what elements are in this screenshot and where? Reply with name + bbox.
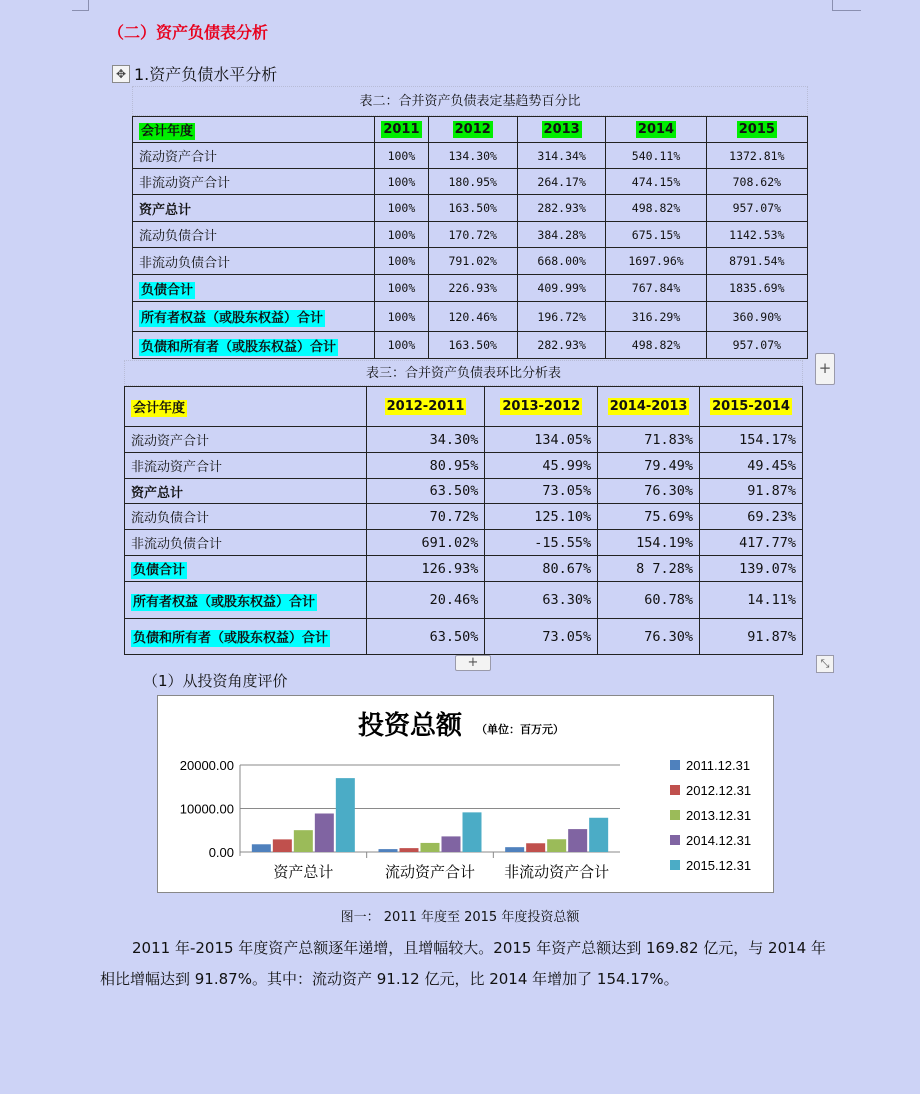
- table2-header-row: [133, 117, 808, 143]
- section-title: （二）资产负债表分析: [108, 23, 269, 42]
- legend-label: 2014.12.31: [686, 833, 752, 848]
- bar: [568, 829, 587, 852]
- cell-value: 100%: [375, 169, 428, 195]
- cell-value: 474.15%: [606, 169, 706, 195]
- y-tick-label: 10000.00: [179, 801, 234, 817]
- cell-value: 14.11%: [700, 582, 803, 619]
- cell-value: 100%: [375, 302, 428, 332]
- row-label: 资产总计: [125, 479, 367, 504]
- row-label: 非流动负债合计: [133, 248, 375, 275]
- table-row: [125, 453, 803, 479]
- cell-value: 8 7.28%: [598, 556, 700, 582]
- legend-label: 2013.12.31: [686, 808, 752, 823]
- chart-subtitle: （单位：百万元）: [476, 723, 564, 736]
- bar: [463, 812, 482, 852]
- legend-swatch: [670, 810, 680, 820]
- table3-header-period: 2014-2013: [598, 387, 700, 427]
- row-label: 所有者权益（或股东权益）合计: [133, 302, 375, 332]
- bar: [589, 818, 608, 852]
- table-row: [125, 582, 803, 619]
- cell-value: 100%: [375, 248, 428, 275]
- table3-header-period: 2013-2012: [485, 387, 598, 427]
- cell-value: 154.17%: [700, 427, 803, 453]
- cell-value: 384.28%: [517, 222, 605, 248]
- row-label: 所有者权益（或股东权益）合计: [125, 582, 367, 619]
- table-row: [133, 222, 808, 248]
- legend-swatch: [670, 785, 680, 795]
- x-category-label: 资产总计: [273, 863, 334, 881]
- cell-value: 63.30%: [485, 582, 598, 619]
- table-resize-icon[interactable]: ⤡: [816, 655, 834, 673]
- legend-label: 2015.12.31: [686, 858, 752, 873]
- table3-header-period: 2012-2011: [366, 387, 485, 427]
- cell-value: 63.50%: [366, 619, 485, 655]
- cell-value: 282.93%: [517, 195, 605, 222]
- row-label: 流动资产合计: [125, 427, 367, 453]
- evaluation-heading: （1）从投资角度评价: [143, 672, 288, 690]
- add-column-plus-icon[interactable]: +: [815, 353, 835, 385]
- table3-block: [124, 360, 803, 655]
- y-tick-label: 20000.00: [179, 758, 234, 773]
- cell-value: 708.62%: [706, 169, 807, 195]
- cell-value: 791.02%: [428, 248, 517, 275]
- cell-value: 139.07%: [700, 556, 803, 582]
- cell-value: 1835.69%: [706, 275, 807, 302]
- table3-header-label: 会计年度: [125, 387, 367, 427]
- cell-value: 170.72%: [428, 222, 517, 248]
- add-row-plus-icon[interactable]: +: [455, 655, 491, 671]
- table-row: [125, 504, 803, 530]
- row-label: 流动资产合计: [133, 143, 375, 169]
- table-row: [133, 143, 808, 169]
- cell-value: 264.17%: [517, 169, 605, 195]
- cell-value: 498.82%: [606, 332, 706, 359]
- cell-value: 226.93%: [428, 275, 517, 302]
- table-row: [125, 530, 803, 556]
- cell-value: 76.30%: [598, 479, 700, 504]
- table2: [132, 116, 808, 359]
- row-label: 负债合计: [133, 275, 375, 302]
- investment-chart[interactable]: [157, 695, 774, 893]
- table-row: [125, 556, 803, 582]
- cell-value: 417.77%: [700, 530, 803, 556]
- cell-value: 1372.81%: [706, 143, 807, 169]
- legend-swatch: [670, 835, 680, 845]
- cell-value: 100%: [375, 195, 428, 222]
- cell-value: 8791.54%: [706, 248, 807, 275]
- figure-caption: 图一： 2011 年度至 2015 年度投资总额: [340, 910, 580, 925]
- legend-label: 2011.12.31: [686, 758, 751, 773]
- cell-value: 80.67%: [485, 556, 598, 582]
- bar: [379, 849, 398, 852]
- cell-value: 125.10%: [485, 504, 598, 530]
- cell-value: 73.05%: [485, 479, 598, 504]
- bar: [252, 844, 271, 852]
- table-row: [125, 427, 803, 453]
- bar: [400, 848, 419, 852]
- cell-value: 675.15%: [606, 222, 706, 248]
- cell-value: 100%: [375, 222, 428, 248]
- cell-value: 163.50%: [428, 195, 517, 222]
- bar: [336, 778, 355, 852]
- table3-header-period: 2015-2014: [700, 387, 803, 427]
- cell-value: 75.69%: [598, 504, 700, 530]
- cell-value: 409.99%: [517, 275, 605, 302]
- cell-value: -15.55%: [485, 530, 598, 556]
- legend-swatch: [670, 760, 680, 770]
- table2-header-year: 2011: [375, 117, 428, 143]
- bar: [315, 813, 334, 852]
- row-label: 资产总计: [133, 195, 375, 222]
- cell-value: 540.11%: [606, 143, 706, 169]
- cell-value: 71.83%: [598, 427, 700, 453]
- bar: [505, 847, 524, 852]
- cell-value: 45.99%: [485, 453, 598, 479]
- cell-value: 120.46%: [428, 302, 517, 332]
- cell-value: 76.30%: [598, 619, 700, 655]
- cell-value: 49.45%: [700, 453, 803, 479]
- subsection-title: 1.资产负债水平分析: [134, 65, 278, 84]
- table-row: [133, 302, 808, 332]
- cell-value: 80.95%: [366, 453, 485, 479]
- cell-value: 100%: [375, 143, 428, 169]
- table2-header-year: 2013: [517, 117, 605, 143]
- table-row: [125, 479, 803, 504]
- bar: [547, 839, 566, 852]
- x-category-label: 非流动资产合计: [504, 863, 610, 881]
- cell-value: 60.78%: [598, 582, 700, 619]
- cell-value: 1142.53%: [706, 222, 807, 248]
- table2-header-label: 会计年度: [133, 117, 375, 143]
- cell-value: 154.19%: [598, 530, 700, 556]
- cell-value: 360.90%: [706, 302, 807, 332]
- table3-header-row: [125, 387, 803, 427]
- legend-swatch: [670, 860, 680, 870]
- chart-title: 投资总额: [358, 711, 463, 741]
- cell-value: 134.30%: [428, 143, 517, 169]
- row-label: 流动负债合计: [133, 222, 375, 248]
- cell-value: 70.72%: [366, 504, 485, 530]
- row-label: 负债合计: [125, 556, 367, 582]
- table-row: [125, 619, 803, 655]
- table-row: [133, 275, 808, 302]
- table-row: [133, 248, 808, 275]
- table-row: [133, 169, 808, 195]
- cell-value: 498.82%: [606, 195, 706, 222]
- cell-value: 63.50%: [366, 479, 485, 504]
- table-row: [133, 332, 808, 359]
- cell-value: 100%: [375, 332, 428, 359]
- row-label: 负债和所有者（或股东权益）合计: [133, 332, 375, 359]
- page-corner-mark-right: [832, 0, 861, 11]
- table-move-handle-icon[interactable]: ✥: [112, 65, 130, 83]
- cell-value: 134.05%: [485, 427, 598, 453]
- cell-value: 282.93%: [517, 332, 605, 359]
- table-row: [133, 195, 808, 222]
- cell-value: 126.93%: [366, 556, 485, 582]
- cell-value: 79.49%: [598, 453, 700, 479]
- row-label: 负债和所有者（或股东权益）合计: [125, 619, 367, 655]
- row-label: 非流动负债合计: [125, 530, 367, 556]
- x-category-label: 流动资产合计: [384, 863, 476, 881]
- analysis-paragraph: 2011 年-2015 年度资产总额逐年递增，且增幅较大。2015 年资产总额达到 169.82 亿元，与 2014 年相比增幅达到 91.87%。其中：流动资产 91.12 亿元，比 2014 年增加了 154.17%。: [100, 939, 826, 988]
- table2-block: [132, 86, 808, 359]
- cell-value: 668.00%: [517, 248, 605, 275]
- cell-value: 316.29%: [606, 302, 706, 332]
- cell-value: 196.72%: [517, 302, 605, 332]
- table3-caption: 表三：合并资产负债表环比分析表: [124, 360, 803, 386]
- cell-value: 691.02%: [366, 530, 485, 556]
- table2-caption: 表二：合并资产负债表定基趋势百分比: [132, 86, 808, 116]
- cell-value: 69.23%: [700, 504, 803, 530]
- bar: [526, 843, 545, 852]
- cell-value: 314.34%: [517, 143, 605, 169]
- bar: [421, 843, 440, 852]
- table3: [124, 386, 803, 655]
- cell-value: 957.07%: [706, 332, 807, 359]
- bar: [442, 836, 461, 852]
- cell-value: 957.07%: [706, 195, 807, 222]
- cell-value: 73.05%: [485, 619, 598, 655]
- bar: [273, 839, 292, 852]
- table2-header-year: 2014: [606, 117, 706, 143]
- cell-value: 767.84%: [606, 275, 706, 302]
- cell-value: 34.30%: [366, 427, 485, 453]
- investment-chart-svg: [158, 696, 773, 892]
- bar: [294, 830, 313, 852]
- row-label: 非流动资产合计: [125, 453, 367, 479]
- row-label: 流动负债合计: [125, 504, 367, 530]
- cell-value: 20.46%: [366, 582, 485, 619]
- row-label: 非流动资产合计: [133, 169, 375, 195]
- cell-value: 91.87%: [700, 479, 803, 504]
- table2-header-year: 2015: [706, 117, 807, 143]
- cell-value: 163.50%: [428, 332, 517, 359]
- cell-value: 1697.96%: [606, 248, 706, 275]
- page-corner-mark-left: [72, 0, 89, 11]
- cell-value: 180.95%: [428, 169, 517, 195]
- cell-value: 100%: [375, 275, 428, 302]
- cell-value: 91.87%: [700, 619, 803, 655]
- y-tick-label: 0.00: [208, 845, 234, 860]
- legend-label: 2012.12.31: [686, 783, 752, 798]
- table2-header-year: 2012: [428, 117, 517, 143]
